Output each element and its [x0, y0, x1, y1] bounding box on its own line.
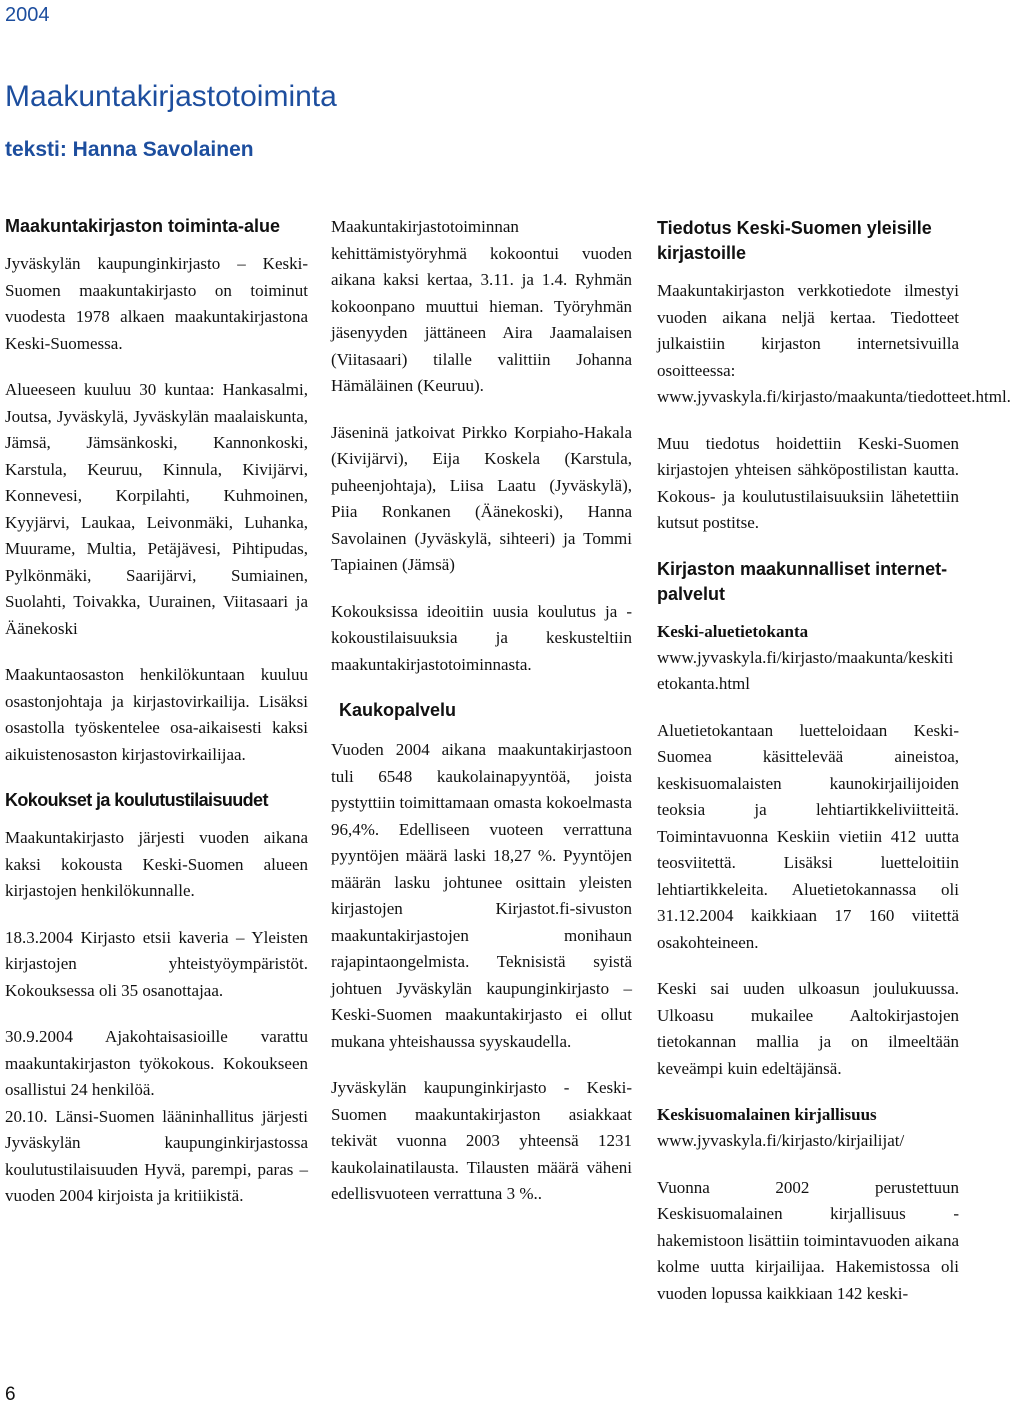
- paragraph-staff: Maakuntaosaston henkilökuntaan kuuluu osastonjohtaja ja kirjastovirkailija. Lisäksi osastolla työskentelee osa-aikaisesti kaksi aikuistenosaston kirjastovirkailijaa.: [5, 665, 308, 764]
- column-1: [5, 214, 308, 1230]
- heading-service-area: Maakuntakirjaston toiminta-alue: [5, 216, 281, 236]
- paragraph-meeting-october: 20.10. Länsi-Suomen lääninhallitus järjesti Jyväskylän kaupunginkirjastossa koulutustilaisuuden Hyvä, parempi, paras – vuoden 2004 kirjoista ja kritiikistä.: [5, 1106, 308, 1205]
- link-keski-database[interactable]: www.jyvaskyla.fi/kirjasto/maakunta/keskitietokanta.html: [657, 647, 954, 693]
- heading-interlibrary-loans: Kaukopalvelu: [339, 700, 457, 720]
- paragraph-newsletter: Maakuntakirjaston verkkotiedote ilmestyi vuoden aikana neljä kertaa. Tiedotteet julkaistiin kirjaston internetsivuilla osoitteessa: www.jyvaskyla.fi/kirjasto/maakunta/tiedotteet.html.: [657, 281, 1011, 406]
- paragraph-new-layout: Keski sai uuden ulkoasun joulukuussa. Ulkoasu mukailee Aaltokirjastojen tietokannan mallia ja on ilmeeltään keveämpi kuin edeltäjänsä.: [657, 979, 959, 1078]
- paragraph-loan-orders: Jyväskylän kaupunginkirjasto - Keski-Suomen maakuntakirjaston asiakkaat tekivät vuonna 2003 yhteensä 1231 kaukolainatilausta. Tilausten määrä väheni edellisvuoteen verrattuna 3 %..: [331, 1078, 632, 1203]
- heading-internet-services: Kirjaston maakunnalliset internet-palvelut: [657, 558, 948, 604]
- subheading-literature: Keskisuomalainen kirjallisuus: [657, 1105, 877, 1124]
- heading-meetings: Kokoukset ja koulutustilaisuudet: [5, 790, 268, 810]
- paragraph-meeting-march: 18.3.2004 Kirjasto etsii kaveria – Yleisten kirjastojen yhteistyöympäristöt. Kokouksessa oli 35 osanottajaa.: [5, 927, 308, 1000]
- link-authors[interactable]: www.jyvaskyla.fi/kirjasto/kirjailijat/: [657, 1131, 905, 1150]
- year-label: 2004: [5, 4, 50, 26]
- column-3: [657, 216, 1011, 1327]
- paragraph-meeting-september: 30.9.2004 Ajakohtaisasioille varattu maakuntakirjaston työkokous. Kokoukseen osallistui 24 henkilöä.: [5, 1027, 308, 1099]
- paragraph-intro: Jyväskylän kaupunginkirjasto – Keski-Suomen maakuntakirjasto on toiminut vuodesta 1978 alkaen maakuntakirjastona Keski-Suomessa.: [5, 254, 308, 353]
- page-title: Maakuntakirjastotoiminta: [5, 80, 337, 113]
- paragraph-mailing-list: Muu tiedotus hoidettiin Keski-Suomen kirjastojen yhteisen sähköpostilistan kautta. Kokous- ja koulutustilaisuuksiin lähetettiin kutsut postitse.: [657, 433, 959, 532]
- page-number: 6: [5, 1384, 16, 1405]
- heading-communication: Tiedotus Keski-Suomen yleisille kirjastoille: [657, 218, 932, 263]
- author-byline: teksti: Hanna Savolainen: [5, 138, 254, 161]
- paragraph-database: Aluetietokantaan luetteloidaan Keski-Suomea käsittelevää aineistoa, keskisuomalaisten kaunokirjailijoiden teoksia ja lehtiartikkeliviitteitä. Toimintavuonna Keskiin vietiin 412 uutta teosviitettä. Lisäksi luetteloitiin lehtiartikkeleita. Aluetietokannassa oli 31.12.2004 kaikkiaan 17 160 viitettä osakohteineen.: [657, 720, 959, 952]
- paragraph-authors-index: Vuonna 2002 perustettuun Keskisuomalainen kirjallisuus -hakemistoon lisättiin toimintavuoden aikana kolme uutta kirjailijaa. Hakemistossa oli vuoden lopussa kaikkiaan 142 keski-: [657, 1177, 959, 1303]
- paragraph-meetings: Maakuntakirjasto järjesti vuoden aikana kaksi kokousta Keski-Suomen alueen kirjastojen henkilökunnalle.: [5, 828, 308, 900]
- subheading-keski-database: Keski-aluetietokanta: [657, 621, 809, 641]
- paragraph-municipalities: Alueeseen kuuluu 30 kuntaa: Hankasalmi, Joutsa, Jyväskylä, Jyväskylän maalaiskunta, Jämsä, Jämsänkoski, Kannonkoski, Karstula, Keuruu, Kinnula, Kivijärvi, Konnevesi, Korpilahti, Kuhmoinen, Kyyjärvi, Laukaa, Leivonmäki, Luhanka, Muurame, Multia, Petäjävesi, Pihtipudas, Pylkönmäki, Saarijärvi, Sumiainen, Suolahti, Toivakka, Uurainen, Viitasaari ja Äänekoski: [5, 380, 308, 638]
- column-2: [331, 214, 632, 1228]
- paragraph-loan-requests: Vuoden 2004 aikana maakuntakirjastoon tuli 6548 kaukolainapyyntöä, joista pystyttiin toimittamaan omasta kokoelmasta 96,4%. Edelliseen vuoteen verrattuna pyyntöjen määrä laski 18,27 %. Pyyntöjen määrän lasku johtunee osittain yleisten kirjastojen Kirjastot.fi-sivuston maakuntakirjastojen monihaun rajapintaongelmista. Teknisistä syistä johtuen Jyväskylän kaupunginkirjasto – Keski-Suomen maakuntakirjasto ei ollut mukana yhteishaussa syyskaudella.: [331, 740, 632, 1051]
- paragraph-working-group: Maakuntakirjastotoiminnan kehittämistyöryhmä kokoontui vuoden aikana kaksi kertaa, 3.11. ja 1.4. Ryhmän kokoonpano muuttui hieman. Työryhmän jäsenyyden jättäneen Aira Jaamalaisen (Viitasaari) tilalle valittiin Johanna Hämäläinen (Keuruu).: [331, 217, 632, 395]
- paragraph-meeting-topics: Kokouksissa ideoitiin uusia koulutus ja -kokoustilaisuuksia ja keskusteltiin maakuntakirjastotoiminnasta.: [331, 601, 632, 674]
- paragraph-members: Jäseninä jatkoivat Pirkko Korpiaho-Hakala (Kivijärvi), Eija Koskela (Karstula, puheenjohtaja), Liisa Laatu (Jyväskylä), Piia Ronkanen (Äänekoski), Hanna Savolainen (Jyväskylä, sihteeri) ja Tommi Tapiainen (Jämsä): [331, 422, 632, 574]
